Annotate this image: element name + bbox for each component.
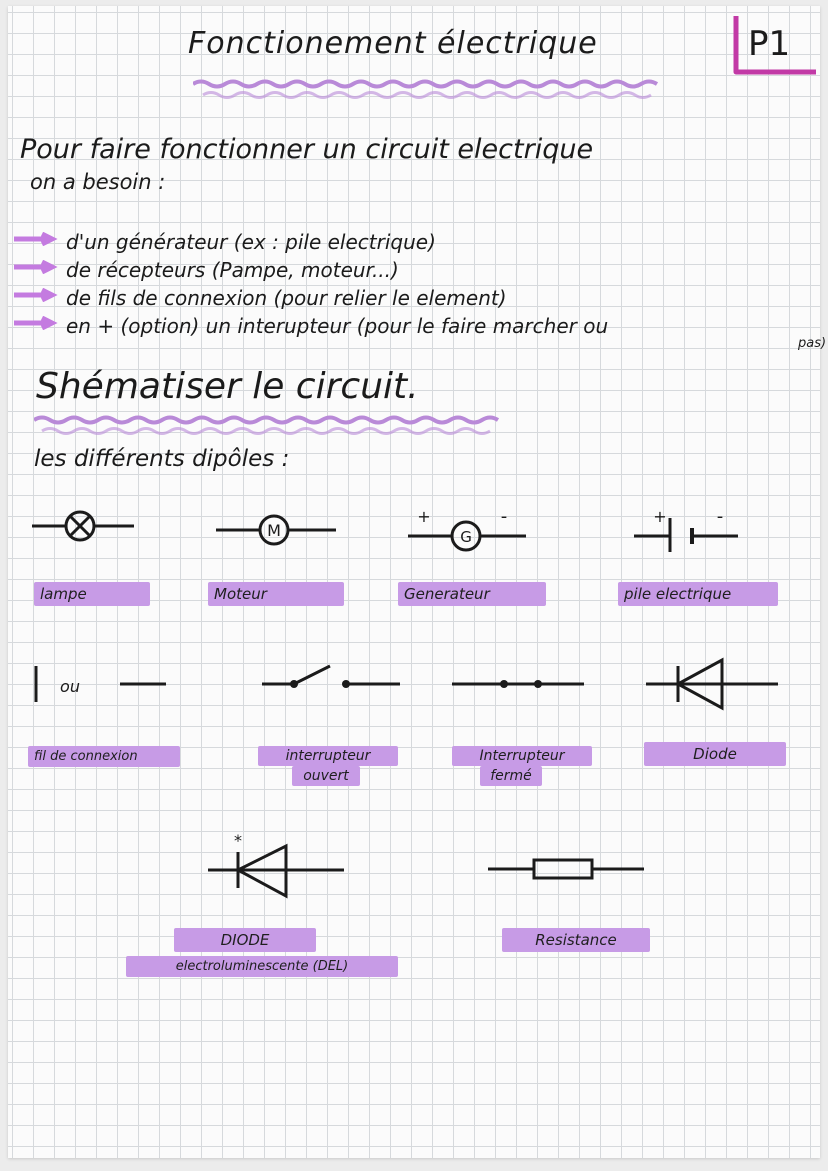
closed-switch-symbol-icon bbox=[448, 662, 588, 702]
section-title: Shématiser le circuit. bbox=[36, 366, 419, 407]
svg-text:*: * bbox=[234, 831, 242, 850]
label-generateur: Generateur bbox=[398, 582, 546, 606]
label-interrupteur-ferme-line1: Interrupteur bbox=[452, 746, 592, 766]
label-fil: fil de connexion bbox=[28, 746, 180, 767]
page-number-bracket bbox=[730, 12, 820, 80]
notebook-page bbox=[8, 6, 827, 1158]
bullet-arrow-icon bbox=[12, 232, 62, 246]
label-resistance: Resistance bbox=[502, 928, 650, 952]
title-underline bbox=[193, 78, 663, 102]
intro-line-1: Pour faire fonctionner un circuit electrique bbox=[20, 134, 594, 165]
motor-letter: M bbox=[267, 521, 281, 540]
label-del-line1: DIODE bbox=[174, 928, 316, 952]
led-symbol-icon bbox=[204, 828, 348, 904]
bullet-arrow-icon bbox=[12, 316, 62, 330]
section-underline bbox=[34, 414, 504, 438]
wire-symbol-icon bbox=[30, 662, 180, 708]
label-moteur: Moteur bbox=[208, 582, 344, 606]
label-lampe: lampe bbox=[34, 582, 150, 606]
needs-item: de récepteurs (Pampe, moteur...) bbox=[66, 258, 399, 282]
motor-symbol-icon bbox=[212, 510, 342, 550]
intro-line-2: on a besoin : bbox=[30, 170, 166, 194]
label-interrupteur-ouvert-line1: interrupteur bbox=[258, 746, 398, 766]
page-title: Fonctionement électrique bbox=[188, 26, 598, 61]
needs-item-tail: pas) bbox=[798, 336, 827, 351]
label-interrupteur-ouvert-line2: ouvert bbox=[292, 766, 360, 786]
bullet-arrow-icon bbox=[12, 260, 62, 274]
generator-plus: + bbox=[417, 507, 431, 526]
label-pile: pile electrique bbox=[618, 582, 778, 606]
battery-plus: + bbox=[653, 507, 667, 526]
needs-item: d'un générateur (ex : pile electrique) bbox=[66, 230, 436, 254]
lamp-symbol-icon bbox=[28, 506, 140, 546]
wire-or: ou bbox=[60, 677, 80, 696]
label-del-line2: electroluminescente (DEL) bbox=[126, 956, 398, 977]
label-diode: Diode bbox=[644, 742, 786, 766]
label-interrupteur-ferme-line2: fermé bbox=[480, 766, 542, 786]
generator-letter: G bbox=[460, 528, 472, 546]
battery-minus: - bbox=[716, 506, 724, 527]
open-switch-symbol-icon bbox=[258, 660, 404, 700]
needs-item: en + (option) un interupteur (pour le faire marcher ou bbox=[66, 314, 609, 338]
dipoles-subtitle: les différents dipôles : bbox=[34, 446, 290, 472]
battery-symbol-icon bbox=[630, 506, 750, 554]
label-interrupteur-ouvert bbox=[258, 746, 398, 786]
resistor-symbol-icon bbox=[484, 854, 648, 884]
label-interrupteur-ferme bbox=[452, 746, 592, 786]
generator-symbol-icon bbox=[404, 506, 532, 554]
needs-item: de fils de connexion (pour relier le element) bbox=[66, 286, 507, 310]
generator-minus: - bbox=[500, 506, 508, 527]
diode-symbol-icon bbox=[642, 654, 782, 714]
page-number: P1 bbox=[748, 24, 791, 64]
bullet-arrow-icon bbox=[12, 288, 62, 302]
